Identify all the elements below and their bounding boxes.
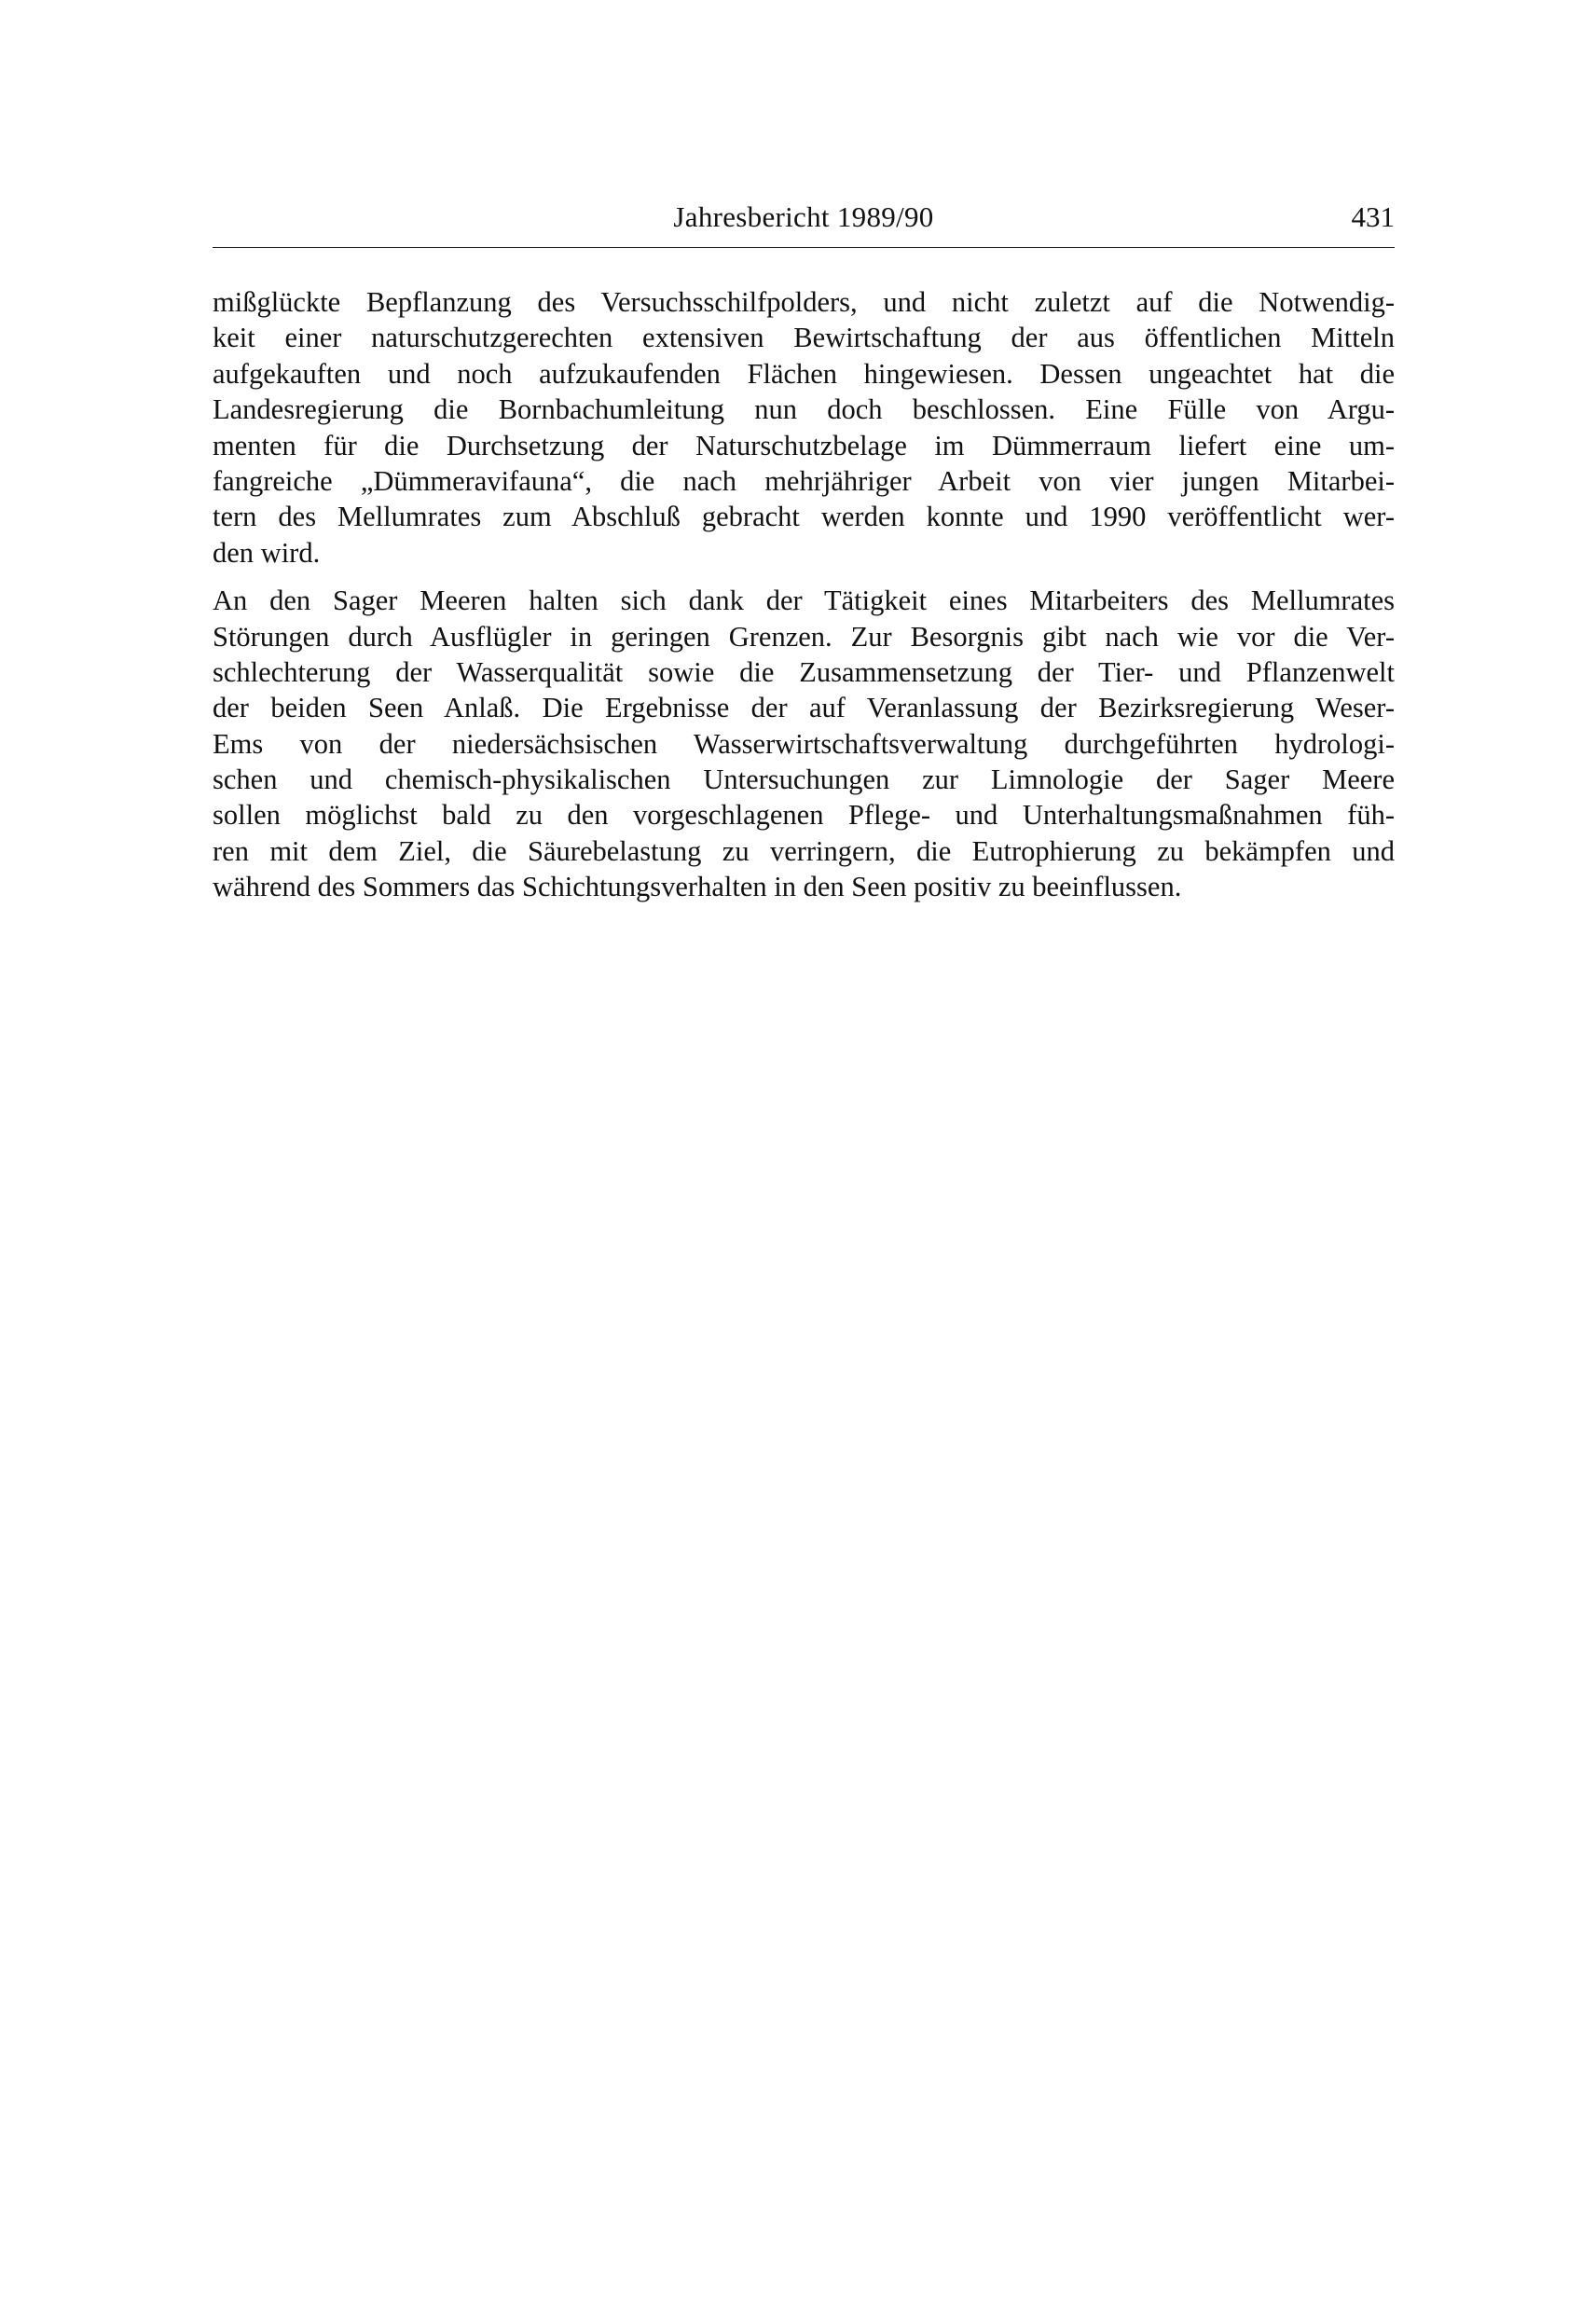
text-line: Ems von der niedersächsischen Wasserwirtschaftsverwaltung durchgeführten hydrologi- (213, 727, 1395, 760)
text-line: fangreiche „Dümmeravifauna“, die nach mehrjähriger Arbeit von vier jungen Mitarbei- (213, 464, 1395, 497)
paragraph-1 (213, 284, 1395, 571)
text-line: während des Sommers das Schichtungsverhalten in den Seen positiv zu beeinflussen. (213, 871, 1182, 903)
text-line: menten für die Durchsetzung der Naturschutzbelage im Dümmerraum liefert eine um- (213, 429, 1395, 461)
text-line: mißglückte Bepflanzung des Versuchsschilfpolders, und nicht zuletzt auf die Notwendig- (213, 286, 1395, 318)
text-line: schen und chemisch-physikalischen Untersuchungen zur Limnologie der Sager Meere (213, 764, 1395, 796)
text-line: der beiden Seen Anlaß. Die Ergebnisse der auf Veranlassung der Bezirksregierung Weser- (213, 692, 1395, 724)
running-header (213, 198, 1395, 237)
text-line: Störungen durch Ausflügler in geringen Grenzen. Zur Besorgnis gibt nach wie vor die Ver- (213, 620, 1395, 653)
text-line: keit einer naturschutzgerechten extensiven Bewirtschaftung der aus öffentlichen Mitteln (213, 322, 1395, 354)
text-line: Landesregierung die Bornbachumleitung nun doch beschlossen. Eine Fülle von Argu- (213, 393, 1395, 426)
running-title: Jahresbericht 1989/90 (673, 200, 934, 233)
body-text (213, 284, 1395, 905)
text-line: aufgekauften und noch aufzukaufenden Flächen hingewiesen. Dessen ungeachtet hat die (213, 357, 1395, 390)
text-line: An den Sager Meeren halten sich dank der Tätigkeit eines Mitarbeiters des Mellumrates (213, 585, 1395, 617)
paragraph-2 (213, 583, 1395, 905)
header-rule (213, 247, 1395, 248)
text-line: tern des Mellumrates zum Abschluß gebracht werden konnte und 1990 veröffentlicht wer- (213, 501, 1395, 533)
text-line: schlechterung der Wasserqualität sowie die Zusammensetzung der Tier- und Pflanzenwelt (213, 655, 1395, 688)
page-number: 431 (1351, 200, 1395, 233)
text-line: ren mit dem Ziel, die Säurebelastung zu verringern, die Eutrophierung zu bekämpfen und (213, 834, 1395, 867)
text-line: sollen möglichst bald zu den vorgeschlagenen Pflege- und Unterhaltungsmaßnahmen füh- (213, 799, 1395, 832)
text-line: den wird. (213, 536, 321, 569)
